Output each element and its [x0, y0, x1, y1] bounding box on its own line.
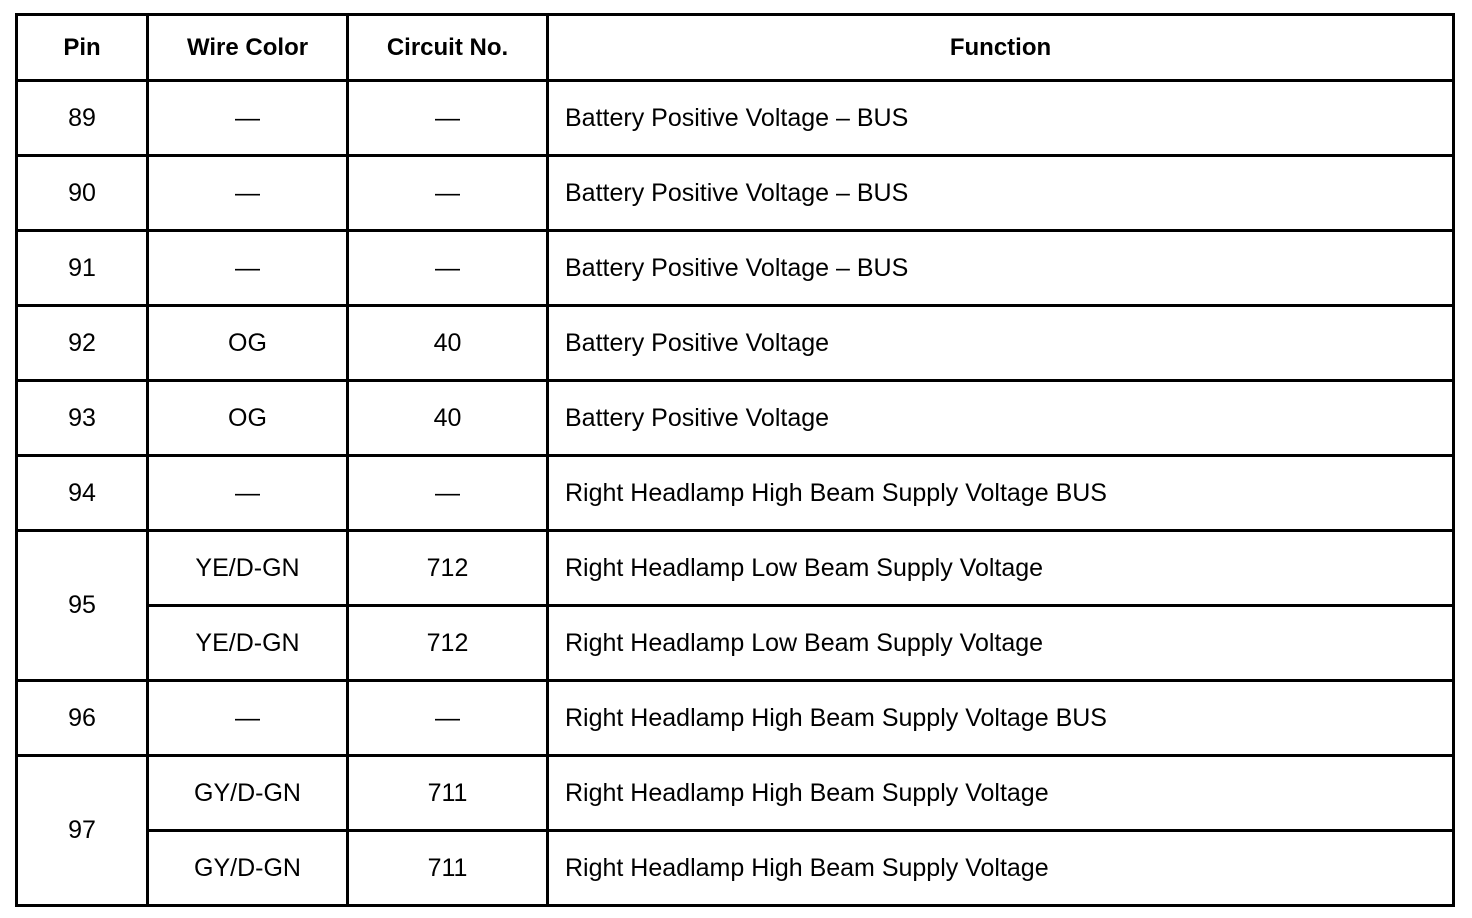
header-wire-color: Wire Color	[148, 15, 348, 81]
wire-color-cell: —	[148, 231, 348, 306]
function-cell: Battery Positive Voltage – BUS	[548, 231, 1454, 306]
pin-table	[15, 13, 1455, 907]
circuit-no-cell: 711	[348, 756, 548, 831]
function-cell: Right Headlamp High Beam Supply Voltage BUS	[548, 456, 1454, 531]
circuit-no-cell: —	[348, 231, 548, 306]
circuit-no-cell: 40	[348, 306, 548, 381]
table-row	[17, 831, 1454, 906]
circuit-no-cell: —	[348, 81, 548, 156]
wire-color-cell: YE/D-GN	[148, 531, 348, 606]
table-row	[17, 681, 1454, 756]
pin-cell: 92	[17, 306, 148, 381]
table-row	[17, 531, 1454, 606]
header-row	[17, 15, 1454, 81]
table-row	[17, 756, 1454, 831]
circuit-no-cell: —	[348, 156, 548, 231]
header-function: Function	[548, 15, 1454, 81]
pin-cell: 89	[17, 81, 148, 156]
function-cell: Right Headlamp Low Beam Supply Voltage	[548, 531, 1454, 606]
circuit-no-cell: 712	[348, 606, 548, 681]
pin-cell: 93	[17, 381, 148, 456]
circuit-no-cell: 712	[348, 531, 548, 606]
function-cell: Right Headlamp Low Beam Supply Voltage	[548, 606, 1454, 681]
header-pin: Pin	[17, 15, 148, 81]
pin-cell: 97	[17, 756, 148, 906]
table-body	[17, 81, 1454, 906]
circuit-no-cell: —	[348, 456, 548, 531]
pin-cell: 96	[17, 681, 148, 756]
table-row	[17, 156, 1454, 231]
table-row	[17, 606, 1454, 681]
circuit-no-cell: 711	[348, 831, 548, 906]
header-circuit-no: Circuit No.	[348, 15, 548, 81]
pin-cell: 94	[17, 456, 148, 531]
wire-color-cell: —	[148, 681, 348, 756]
table-row	[17, 231, 1454, 306]
wire-color-cell: GY/D-GN	[148, 756, 348, 831]
function-cell: Battery Positive Voltage – BUS	[548, 81, 1454, 156]
function-cell: Right Headlamp High Beam Supply Voltage	[548, 831, 1454, 906]
wire-color-cell: OG	[148, 306, 348, 381]
wire-color-cell: OG	[148, 381, 348, 456]
pin-cell: 95	[17, 531, 148, 681]
wire-color-cell: —	[148, 81, 348, 156]
wire-color-cell: YE/D-GN	[148, 606, 348, 681]
wire-color-cell: GY/D-GN	[148, 831, 348, 906]
function-cell: Right Headlamp High Beam Supply Voltage	[548, 756, 1454, 831]
pin-cell: 90	[17, 156, 148, 231]
table-row	[17, 381, 1454, 456]
table-row	[17, 306, 1454, 381]
table-header	[17, 15, 1454, 81]
table-row	[17, 456, 1454, 531]
function-cell: Right Headlamp High Beam Supply Voltage BUS	[548, 681, 1454, 756]
table-row	[17, 81, 1454, 156]
function-cell: Battery Positive Voltage	[548, 381, 1454, 456]
wire-color-cell: —	[148, 156, 348, 231]
circuit-no-cell: —	[348, 681, 548, 756]
function-cell: Battery Positive Voltage	[548, 306, 1454, 381]
function-cell: Battery Positive Voltage – BUS	[548, 156, 1454, 231]
pin-cell: 91	[17, 231, 148, 306]
wire-color-cell: —	[148, 456, 348, 531]
circuit-no-cell: 40	[348, 381, 548, 456]
